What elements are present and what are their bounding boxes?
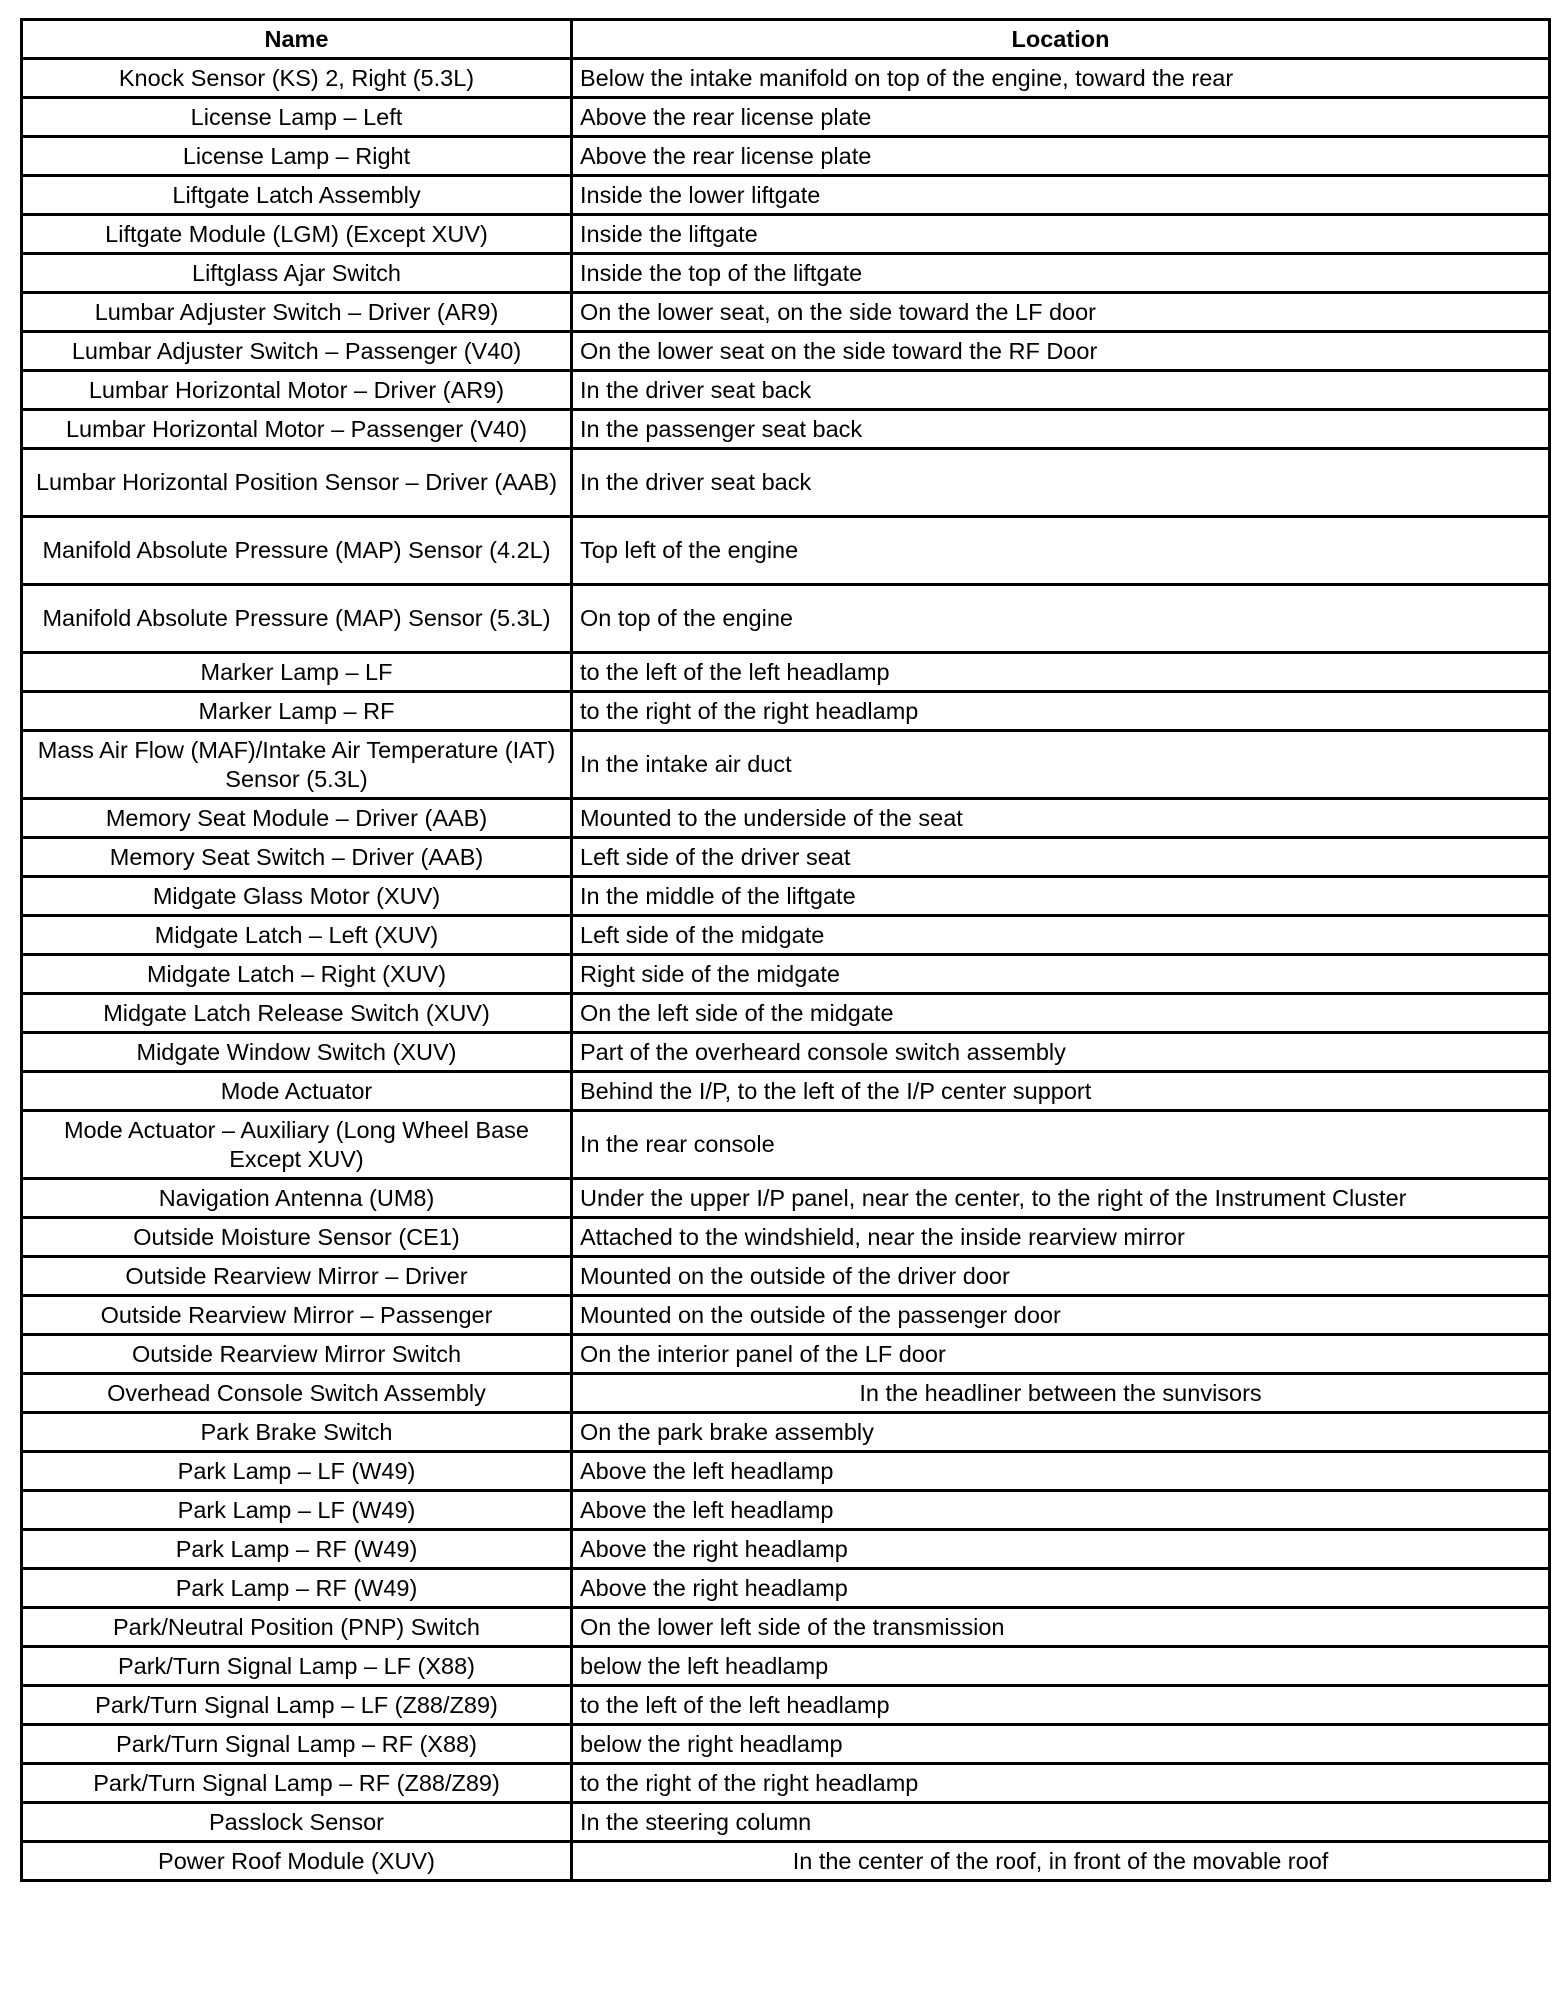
component-location-cell: In the driver seat back: [572, 449, 1550, 517]
component-name-cell: Midgate Latch – Left (XUV): [22, 916, 572, 955]
component-name-cell: Park Lamp – LF (W49): [22, 1491, 572, 1530]
table-row: [22, 838, 1550, 877]
table-row: [22, 176, 1550, 215]
component-name-cell: Park/Neutral Position (PNP) Switch: [22, 1608, 572, 1647]
table-row: [22, 1179, 1550, 1218]
component-name-cell: Marker Lamp – RF: [22, 692, 572, 731]
table-row: [22, 1413, 1550, 1452]
component-name-cell: Liftglass Ajar Switch: [22, 254, 572, 293]
component-location-cell: Right side of the midgate: [572, 955, 1550, 994]
component-name-cell: Park/Turn Signal Lamp – LF (X88): [22, 1647, 572, 1686]
component-location-cell: to the right of the right headlamp: [572, 1764, 1550, 1803]
component-name-cell: Park Lamp – LF (W49): [22, 1452, 572, 1491]
component-location-cell: Under the upper I/P panel, near the center, to the right of the Instrument Cluster: [572, 1179, 1550, 1218]
table-header-row: [22, 20, 1550, 59]
component-name-cell: Overhead Console Switch Assembly: [22, 1374, 572, 1413]
component-location-cell: On the lower left side of the transmission: [572, 1608, 1550, 1647]
component-location-cell: In the center of the roof, in front of the movable roof: [572, 1842, 1550, 1881]
component-location-cell: Behind the I/P, to the left of the I/P center support: [572, 1072, 1550, 1111]
component-location-cell: Part of the overheard console switch assembly: [572, 1033, 1550, 1072]
table-row: [22, 293, 1550, 332]
component-location-cell: Left side of the midgate: [572, 916, 1550, 955]
component-location-cell: to the left of the left headlamp: [572, 653, 1550, 692]
component-name-cell: Power Roof Module (XUV): [22, 1842, 572, 1881]
component-name-cell: Outside Rearview Mirror Switch: [22, 1335, 572, 1374]
component-name-cell: Outside Rearview Mirror – Passenger: [22, 1296, 572, 1335]
table-row: [22, 877, 1550, 916]
component-name-cell: License Lamp – Left: [22, 98, 572, 137]
table-row: [22, 1647, 1550, 1686]
component-name-cell: Mass Air Flow (MAF)/Intake Air Temperature (IAT) Sensor (5.3L): [22, 731, 572, 799]
table-row: [22, 1452, 1550, 1491]
table-body: [22, 59, 1550, 1881]
component-name-cell: Navigation Antenna (UM8): [22, 1179, 572, 1218]
component-location-cell: On the park brake assembly: [572, 1413, 1550, 1452]
component-name-cell: Midgate Window Switch (XUV): [22, 1033, 572, 1072]
component-location-cell: Above the rear license plate: [572, 137, 1550, 176]
component-name-cell: Liftgate Module (LGM) (Except XUV): [22, 215, 572, 254]
table-row: [22, 1072, 1550, 1111]
component-name-cell: Passlock Sensor: [22, 1803, 572, 1842]
table-row: [22, 1608, 1550, 1647]
table-row: [22, 1335, 1550, 1374]
component-name-cell: Mode Actuator – Auxiliary (Long Wheel Base Except XUV): [22, 1111, 572, 1179]
table-row: [22, 517, 1550, 585]
table-row: [22, 1257, 1550, 1296]
table-row: [22, 955, 1550, 994]
table-row: [22, 332, 1550, 371]
table-row: [22, 994, 1550, 1033]
component-location-cell: Above the rear license plate: [572, 98, 1550, 137]
table-row: [22, 1686, 1550, 1725]
component-name-cell: Knock Sensor (KS) 2, Right (5.3L): [22, 59, 572, 98]
component-name-cell: Lumbar Adjuster Switch – Passenger (V40): [22, 332, 572, 371]
table-row: [22, 692, 1550, 731]
table-row: [22, 1803, 1550, 1842]
table-row: [22, 137, 1550, 176]
component-location-cell: In the rear console: [572, 1111, 1550, 1179]
component-name-cell: Park Brake Switch: [22, 1413, 572, 1452]
component-location-cell: Inside the top of the liftgate: [572, 254, 1550, 293]
table-row: [22, 98, 1550, 137]
table-row: [22, 1374, 1550, 1413]
table-row: [22, 449, 1550, 517]
component-name-cell: Park/Turn Signal Lamp – LF (Z88/Z89): [22, 1686, 572, 1725]
table-row: [22, 215, 1550, 254]
table-row: [22, 1033, 1550, 1072]
name-column-header: Name: [22, 20, 572, 59]
component-name-cell: License Lamp – Right: [22, 137, 572, 176]
component-name-cell: Midgate Glass Motor (XUV): [22, 877, 572, 916]
component-location-cell: Above the left headlamp: [572, 1452, 1550, 1491]
component-location-cell: On the lower seat, on the side toward the LF door: [572, 293, 1550, 332]
table-row: [22, 1491, 1550, 1530]
component-name-cell: Lumbar Adjuster Switch – Driver (AR9): [22, 293, 572, 332]
component-location-cell: to the right of the right headlamp: [572, 692, 1550, 731]
component-location-cell: to the left of the left headlamp: [572, 1686, 1550, 1725]
table-row: [22, 731, 1550, 799]
component-location-cell: On the lower seat on the side toward the RF Door: [572, 332, 1550, 371]
component-location-cell: Inside the lower liftgate: [572, 176, 1550, 215]
table-row: [22, 1842, 1550, 1881]
table-row: [22, 1296, 1550, 1335]
component-location-cell: In the passenger seat back: [572, 410, 1550, 449]
component-name-cell: Lumbar Horizontal Motor – Driver (AR9): [22, 371, 572, 410]
component-location-cell: In the middle of the liftgate: [572, 877, 1550, 916]
component-name-cell: Liftgate Latch Assembly: [22, 176, 572, 215]
table-row: [22, 916, 1550, 955]
component-name-cell: Manifold Absolute Pressure (MAP) Sensor (5.3L): [22, 585, 572, 653]
component-location-cell: Above the left headlamp: [572, 1491, 1550, 1530]
component-name-cell: Park Lamp – RF (W49): [22, 1569, 572, 1608]
component-location-cell: Above the right headlamp: [572, 1569, 1550, 1608]
component-location-cell: Mounted to the underside of the seat: [572, 799, 1550, 838]
component-name-cell: Midgate Latch Release Switch (XUV): [22, 994, 572, 1033]
component-name-cell: Lumbar Horizontal Motor – Passenger (V40): [22, 410, 572, 449]
component-location-cell: Below the intake manifold on top of the engine, toward the rear: [572, 59, 1550, 98]
component-name-cell: Outside Moisture Sensor (CE1): [22, 1218, 572, 1257]
component-name-cell: Outside Rearview Mirror – Driver: [22, 1257, 572, 1296]
component-location-cell: Mounted on the outside of the driver door: [572, 1257, 1550, 1296]
component-name-cell: Midgate Latch – Right (XUV): [22, 955, 572, 994]
table-row: [22, 799, 1550, 838]
component-location-cell: Left side of the driver seat: [572, 838, 1550, 877]
component-location-cell: On top of the engine: [572, 585, 1550, 653]
component-name-cell: Memory Seat Module – Driver (AAB): [22, 799, 572, 838]
table-row: [22, 1111, 1550, 1179]
component-location-cell: Mounted on the outside of the passenger door: [572, 1296, 1550, 1335]
table-row: [22, 1569, 1550, 1608]
table-row: [22, 371, 1550, 410]
component-location-table: [20, 18, 1551, 1882]
component-name-cell: Memory Seat Switch – Driver (AAB): [22, 838, 572, 877]
table-row: [22, 1218, 1550, 1257]
component-location-cell: Inside the liftgate: [572, 215, 1550, 254]
component-name-cell: Mode Actuator: [22, 1072, 572, 1111]
table-row: [22, 410, 1550, 449]
component-name-cell: Manifold Absolute Pressure (MAP) Sensor (4.2L): [22, 517, 572, 585]
component-location-cell: In the headliner between the sunvisors: [572, 1374, 1550, 1413]
component-location-cell: Attached to the windshield, near the inside rearview mirror: [572, 1218, 1550, 1257]
component-location-cell: On the interior panel of the LF door: [572, 1335, 1550, 1374]
table-row: [22, 1764, 1550, 1803]
component-name-cell: Park/Turn Signal Lamp – RF (X88): [22, 1725, 572, 1764]
component-name-cell: Park/Turn Signal Lamp – RF (Z88/Z89): [22, 1764, 572, 1803]
component-name-cell: Marker Lamp – LF: [22, 653, 572, 692]
location-column-header: Location: [572, 20, 1550, 59]
table-row: [22, 254, 1550, 293]
table-row: [22, 653, 1550, 692]
component-location-cell: Above the right headlamp: [572, 1530, 1550, 1569]
component-location-cell: In the driver seat back: [572, 371, 1550, 410]
component-name-cell: Lumbar Horizontal Position Sensor – Driver (AAB): [22, 449, 572, 517]
component-name-cell: Park Lamp – RF (W49): [22, 1530, 572, 1569]
component-location-cell: In the intake air duct: [572, 731, 1550, 799]
component-location-cell: below the left headlamp: [572, 1647, 1550, 1686]
component-location-cell: On the left side of the midgate: [572, 994, 1550, 1033]
table-row: [22, 1530, 1550, 1569]
table-row: [22, 59, 1550, 98]
table-row: [22, 585, 1550, 653]
component-location-cell: In the steering column: [572, 1803, 1550, 1842]
component-location-cell: Top left of the engine: [572, 517, 1550, 585]
table-row: [22, 1725, 1550, 1764]
component-location-cell: below the right headlamp: [572, 1725, 1550, 1764]
